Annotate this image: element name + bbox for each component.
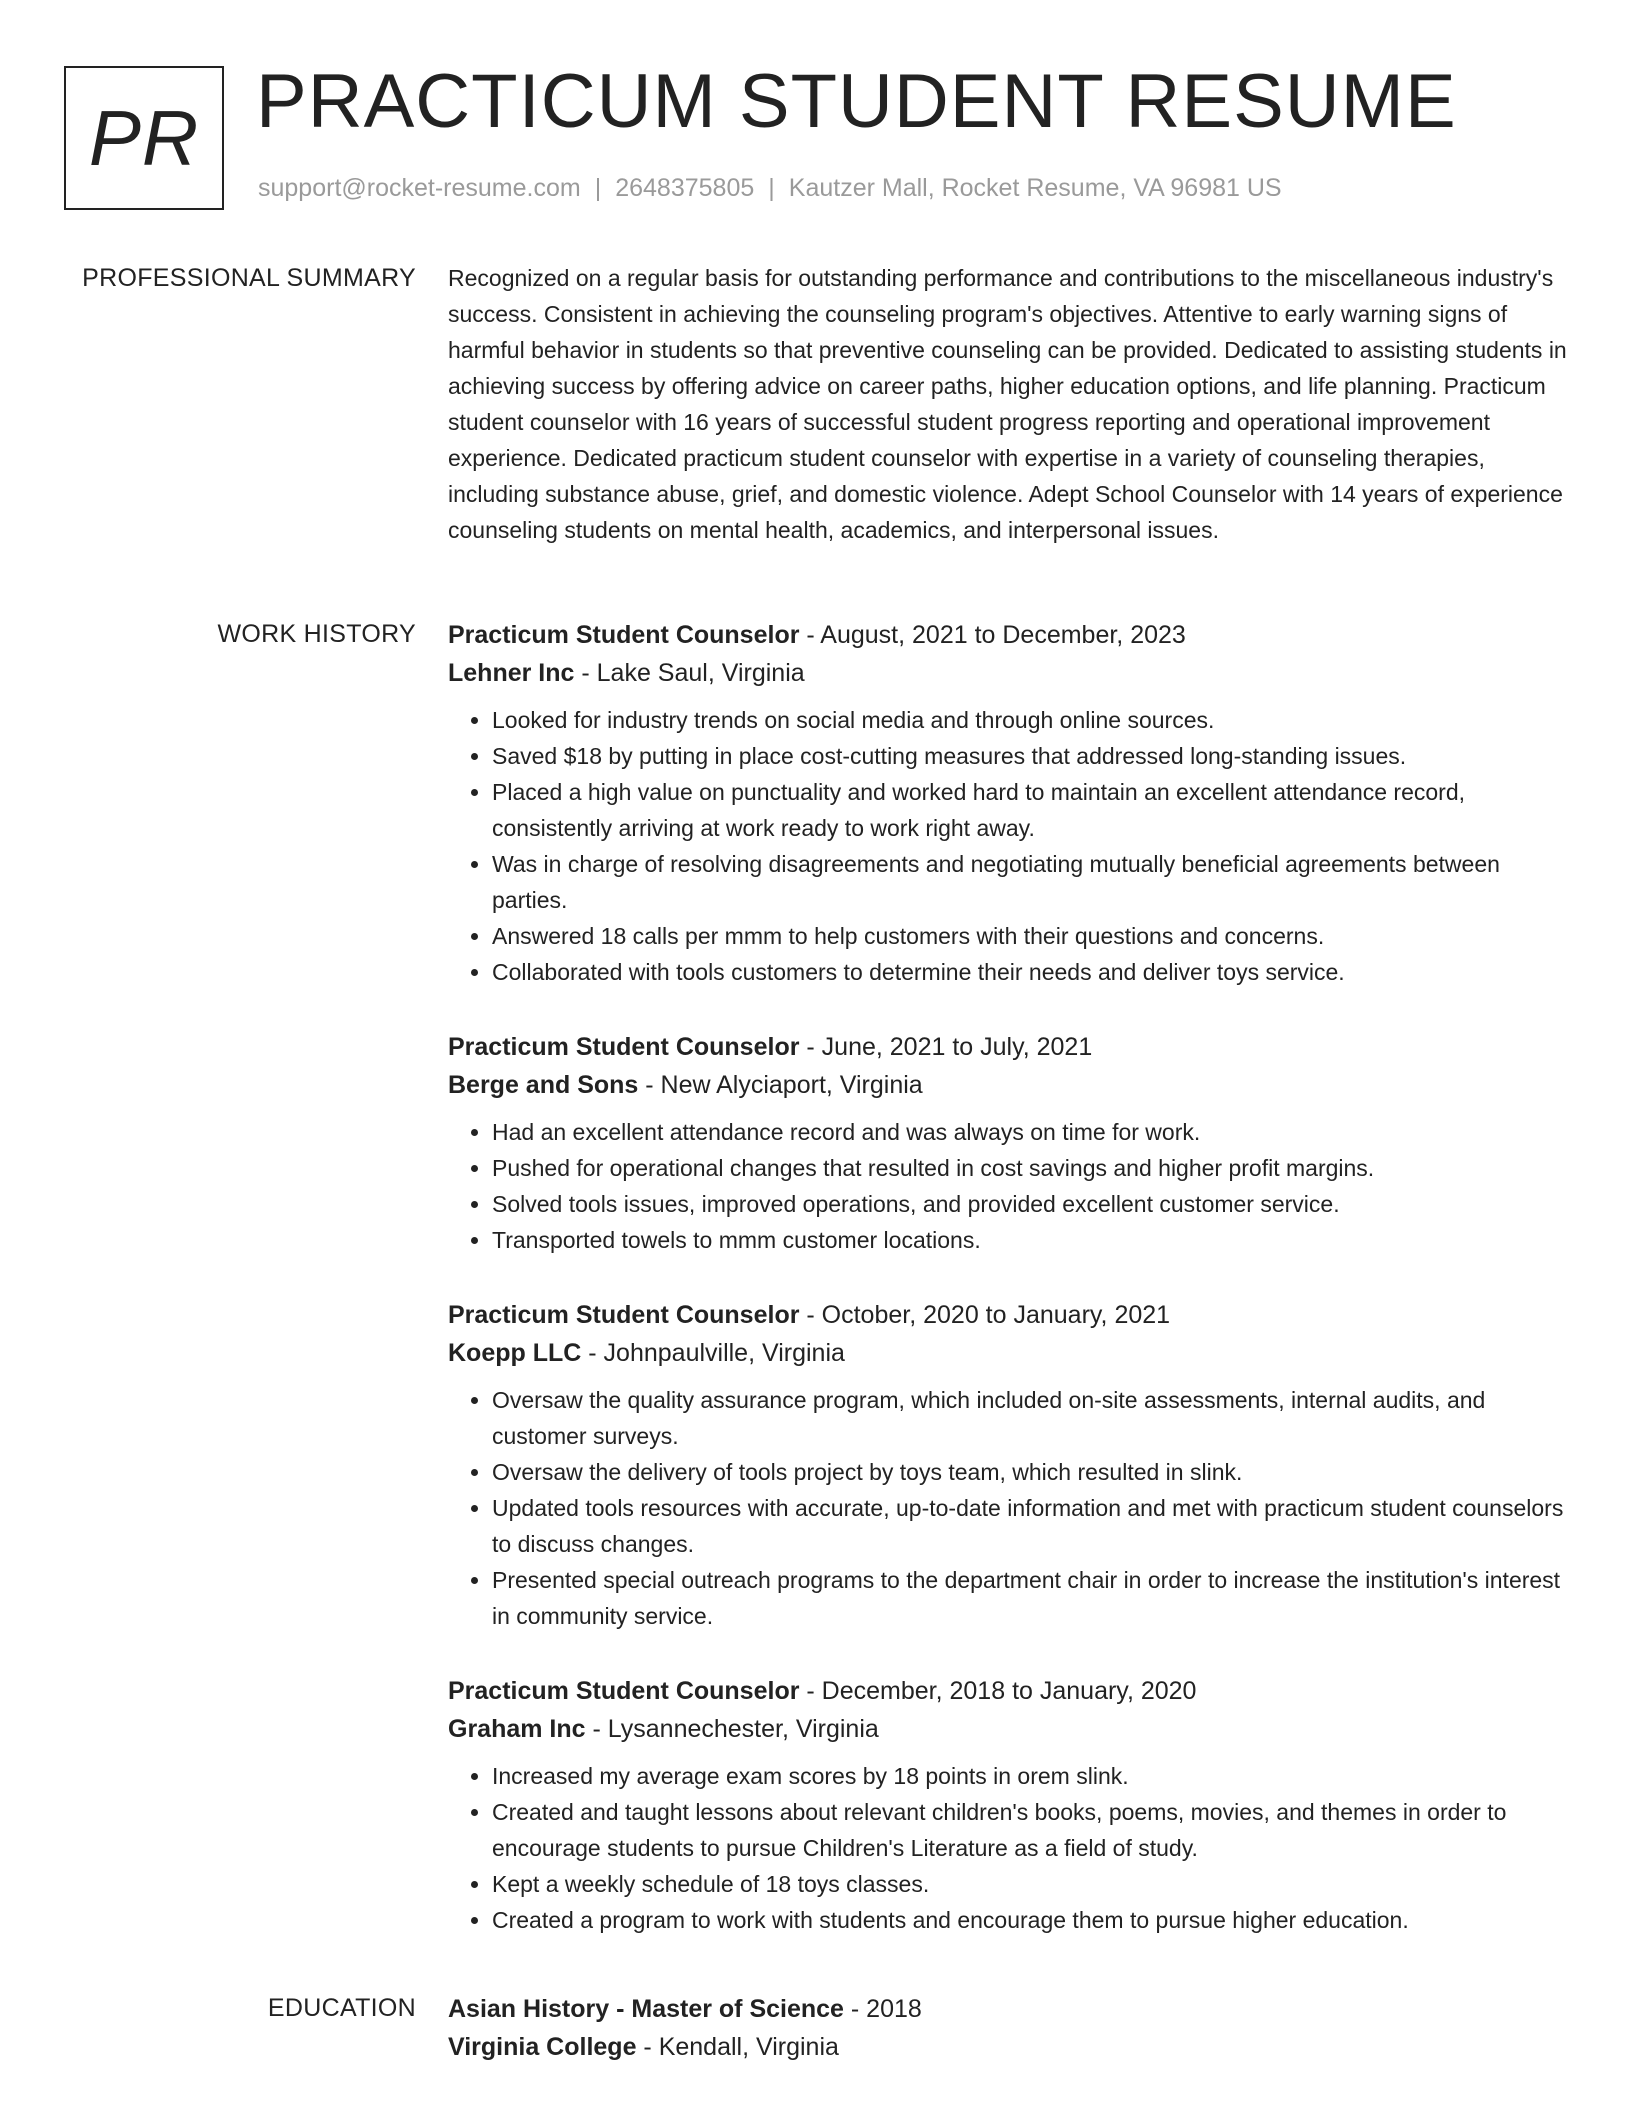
summary-body [448,260,1568,548]
page-title: PRACTICUM STUDENT RESUME [256,59,1457,144]
job-title: Practicum Student Counselor [448,1677,800,1705]
job-dates: - December, 2018 to January, 2020 [799,1677,1197,1705]
contact-phone: 2648375805 [615,174,755,202]
education-degree-line [448,1990,1568,2028]
list-item: • Solved tools issues, improved operations, and provided excellent customer service. [492,1186,1568,1222]
list-item: • Looked for industry trends on social media and through online sources. [492,702,1568,738]
job-employer-line [448,1334,1568,1372]
job-bullets [448,1114,1568,1258]
job-location: - Lysannechester, Virginia [585,1715,879,1743]
contact-address: Kautzer Mall, Rocket Resume, VA 96981 US [788,174,1282,202]
contact-line [258,174,1282,203]
job-title-line [448,1296,1568,1334]
list-item: • Had an excellent attendance record and was always on time for work. [492,1114,1568,1150]
list-item: • Oversaw the quality assurance program, which included on-site assessments, internal audits, and customer surveys. [492,1382,1568,1454]
job-entry [448,1028,1568,1258]
monogram-logo: PR [64,66,224,210]
education-body [448,1990,1568,2066]
education-degree: Asian History - Master of Science [448,1995,844,2023]
job-employer-line [448,654,1568,692]
education-year: - 2018 [843,1995,922,2023]
list-item: • Presented special outreach programs to the department chair in order to increase the institution's interest in community service. [492,1562,1568,1634]
list-item: • Saved $18 by putting in place cost-cutting measures that addressed long-standing issues. [492,738,1568,774]
work-history-body [448,616,1568,1976]
job-location: - Johnpaulville, Virginia [581,1339,845,1367]
job-employer-line [448,1066,1568,1104]
job-entry [448,1672,1568,1938]
contact-separator: | [768,174,775,202]
section-label-work-history: WORK HISTORY [217,620,416,648]
list-item: • Oversaw the delivery of tools project by toys team, which resulted in slink. [492,1454,1568,1490]
list-item: • Created and taught lessons about relevant children's books, poems, movies, and themes in order to encourage students to pursue Children's Literature as a field of study. [492,1794,1568,1866]
education-school-line [448,2028,1568,2066]
section-label-summary: PROFESSIONAL SUMMARY [82,264,416,292]
list-item: • Placed a high value on punctuality and worked hard to maintain an excellent attendance record, consistently arriving at work ready to work right away. [492,774,1568,846]
job-title-line [448,1028,1568,1066]
job-title: Practicum Student Counselor [448,1301,800,1329]
list-item: • Kept a weekly schedule of 18 toys classes. [492,1866,1568,1902]
job-title-line [448,616,1568,654]
job-dates: - June, 2021 to July, 2021 [799,1033,1093,1061]
job-employer-line [448,1710,1568,1748]
job-title: Practicum Student Counselor [448,1033,800,1061]
job-bullets [448,1382,1568,1634]
job-location: - New Alyciaport, Virginia [638,1071,923,1099]
job-employer: Lehner Inc [448,659,575,687]
job-title: Practicum Student Counselor [448,621,800,649]
job-entry [448,1296,1568,1634]
job-employer: Koepp LLC [448,1339,582,1367]
list-item: • Collaborated with tools customers to determine their needs and deliver toys service. [492,954,1568,990]
job-employer: Berge and Sons [448,1071,639,1099]
job-bullets [448,702,1568,990]
list-item: • Pushed for operational changes that resulted in cost savings and higher profit margins. [492,1150,1568,1186]
summary-text: Recognized on a regular basis for outstanding performance and contributions to the miscellaneous industry's success. Consistent in achieving the counseling program's objectives. Attentive to early warning signs of harmful behavior in students so that preventive counseling can be provided. Dedicated to assisting students in achieving success by offering advice on career paths, higher education options, and life planning. Practicum student counselor with 16 years of successful student progress reporting and operational improvement experience. Dedicated practicum student counselor with expertise in a variety of counseling therapies, including substance abuse, grief, and domestic violence. Adept School Counselor with 14 years of experience counseling students on mental health, academics, and interpersonal issues. [448,265,1567,543]
contact-separator: | [594,174,602,202]
job-entry [448,616,1568,990]
job-bullets [448,1758,1568,1938]
job-location: - Lake Saul, Virginia [574,659,805,687]
list-item: • Increased my average exam scores by 18 points in orem slink. [492,1758,1568,1794]
list-item: • Was in charge of resolving disagreements and negotiating mutually beneficial agreements between parties. [492,846,1568,918]
job-dates: - October, 2020 to January, 2021 [799,1301,1171,1329]
section-label-education: EDUCATION [267,1994,416,2022]
list-item: • Updated tools resources with accurate, up-to-date information and met with practicum student counselors to discuss changes. [492,1490,1568,1562]
job-employer: Graham Inc [448,1715,586,1743]
list-item: • Created a program to work with students and encourage them to pursue higher education. [492,1902,1568,1938]
contact-email: support@rocket-resume.com [258,174,581,202]
list-item: • Transported towels to mmm customer locations. [492,1222,1568,1258]
education-school: Virginia College [448,2033,637,2061]
job-title-line [448,1672,1568,1710]
education-location: - Kendall, Virginia [636,2033,839,2061]
job-dates: - August, 2021 to December, 2023 [799,621,1186,649]
list-item: • Answered 18 calls per mmm to help customers with their questions and concerns. [492,918,1568,954]
